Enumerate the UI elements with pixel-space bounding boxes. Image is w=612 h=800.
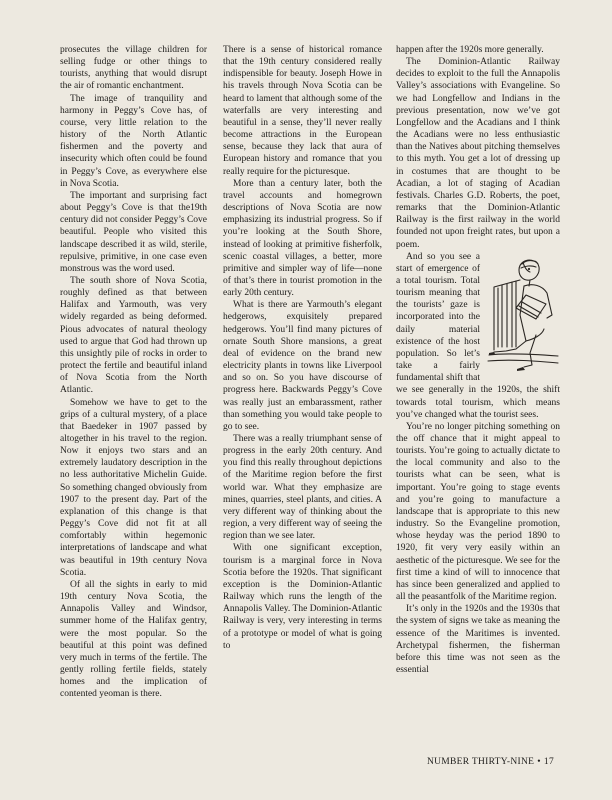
paragraph: The important and surprising fact about Peggy’s Cove is that the19th century did not consider Peggy’s Cove beautiful. People who visited this landscape described it as wild, sterile, repulsive, primitive, in one case even monstrous was the word used. — [60, 190, 207, 274]
paragraph: With one significant exception, tourism is a marginal force in Nova Scotia before the 1920s. That significant exception is the Dominion-Atlantic Railway which runs the length of the Annapolis Valley. The Dominion-Atlantic Railway is very, very interesting in terms of a prototype or model of what is going to — [223, 543, 382, 651]
column-middle — [223, 44, 382, 652]
paragraph: The south shore of Nova Scotia, roughly defined as that between Halifax and Yarmouth, was very widely regarded as being deformed. Pious advocates of natural theology used to argue that God had thrown up this unsightly pile of rocks in order to protect the fertile and beautiful inland of Nova Scotia from the North Atlantic. — [60, 275, 207, 396]
paragraph: There was a really triumphant sense of progress in the early 20th century. And you find this really throughout depictions of the Maritime region before the first world war. What they emphasize are mines, quarries, steel plants, and cities. A very different way of thinking about the region, a very different way of seeing the region than we see later. — [223, 434, 382, 542]
column-left — [60, 44, 207, 700]
paragraph: There is a sense of historical romance that the 19th century considered really indispensible for beauty. Joseph Howe in his travels through Nova Scotia can be heard to lament that although some of the waterfalls are very interesting and beautiful in a sense, they’ll never really become attractions in the European sense, because they lack that aura of European history and romance that you really require for the picturesque. — [223, 45, 382, 177]
paragraph: The image of tranquility and harmony in Peggy’s Cove has, of course, very little relation to the history of the North Atlantic fishermen and the poverty and insecurity which often could be found in Peggy’s Cove, as everywhere else in Nova Scotia. — [60, 93, 207, 189]
paragraph: More than a century later, both the travel accounts and homegrown descriptions of Nova Scotia are now emphasizing its industrial progress. So if you’re looking at the South Shore, instead of looking at primitive fisherfolk, scenic coastal villages, a better, more primitive and simpler way of life—none of that’s there in tourist promotion in the early 20th century. — [223, 178, 382, 299]
issue-label: NUMBER THIRTY-NINE — [426, 757, 535, 767]
footer-bullet: • — [537, 757, 541, 767]
paragraph: It’s only in the 1920s and the 1930s that the system of signs we take as meaning the essence of the Maritimes is invented. Archetypal fishermen, the fisherman before this time was not seen as the essential — [396, 604, 560, 675]
paragraph: Somehow we have to get to the grips of a cultural mystery, of a place that Baedeker in 1907 passed by altogether in his travel to the region. Now it enjoys two stars and an extremely laudatory description in the no less authoritative Michelin Guide. So something changed obviously from 1907 to the present day. Part of the explanation of this change is that Peggy’s Cove did not fit at all comfortably within hegemonic interpretations of landscape and what was beautiful in 19th century Nova Scotia. — [60, 397, 207, 578]
paragraph: Of all the sights in early to mid 19th century Nova Scotia, the Annapolis Valley and Windsor, summer home of the Halifax gentry, were the most popular. So the beautiful at this point was defined very much in terms of the fertile. The gently rolling fertile fields, stately homes and the implication of contented yeoman is there. — [60, 579, 207, 700]
person-reading-sketch-icon — [486, 255, 560, 376]
paragraph: What is there are Yarmouth’s elegant hedgerows, exquisitely prepared hedgerows. You’ll find many pictures of ornate South Shore mansions, a great deal of evidence on the brand new electricity plants in towns like Liverpool and so on. So you have discourse of progress here. Backwards Peggy’s Cove was really just an embarassment, rather than something you would take people to go to see. — [223, 300, 382, 432]
paragraph: happen after the 1920s more generally. — [396, 45, 544, 55]
sketch-illustration — [486, 255, 560, 376]
paragraph: prosecutes the village children for selling fudge or other things to tourists, anything that would disrupt the air of romantic enchantment. — [60, 45, 207, 92]
paragraph: The Dominion-Atlantic Railway decides to exploit to the full the Annapolis Valley’s associations with Evangeline. So we had Longfellow and Indians in the previous presentation, now we’ve got Longfellow and the Acadians and I think the Acadians were no less enthusiastic than the Natives about pitching themselves to this myth. You get a lot of dressing up in costumes that are thought to be Acadian, a lot of staging of Acadian festivals. Charles G.D. Roberts, the poet, remarks that the Dominion-Atlantic Railway is the first railway in the world founded not upon freight rates, but upon a poem. — [396, 57, 560, 250]
page-footer — [427, 757, 554, 767]
column-right — [396, 44, 560, 676]
paragraph: And so you see a start of emergence of a total tourism. Total tourism meaning that the tourists’ gaze is incorporated into the daily material existence of the host population. So let’s take a fairly fundamental shift that we see generally in the 1920s, the shift towards total tourism, which means you’ve changed what the tourist sees. — [396, 251, 560, 420]
page-number: 17 — [543, 757, 554, 767]
paragraph: You’re no longer pitching something on the off chance that it might appeal to tourists. You’re going to actually dictate to the local community and also to the tourists what can be seen, what is important. You’re going to stage events and you’re going to manufacture a landscape that is appropriate to this new industry. So the Evangeline promotion, whose heyday was the period 1890 to 1920, fit very very easily within an aesthetic of the picturesque. We see for the first time a kind of will to innocence that has since been generalized and applied to all the peasantfolk of the Maritime region. — [396, 421, 560, 603]
